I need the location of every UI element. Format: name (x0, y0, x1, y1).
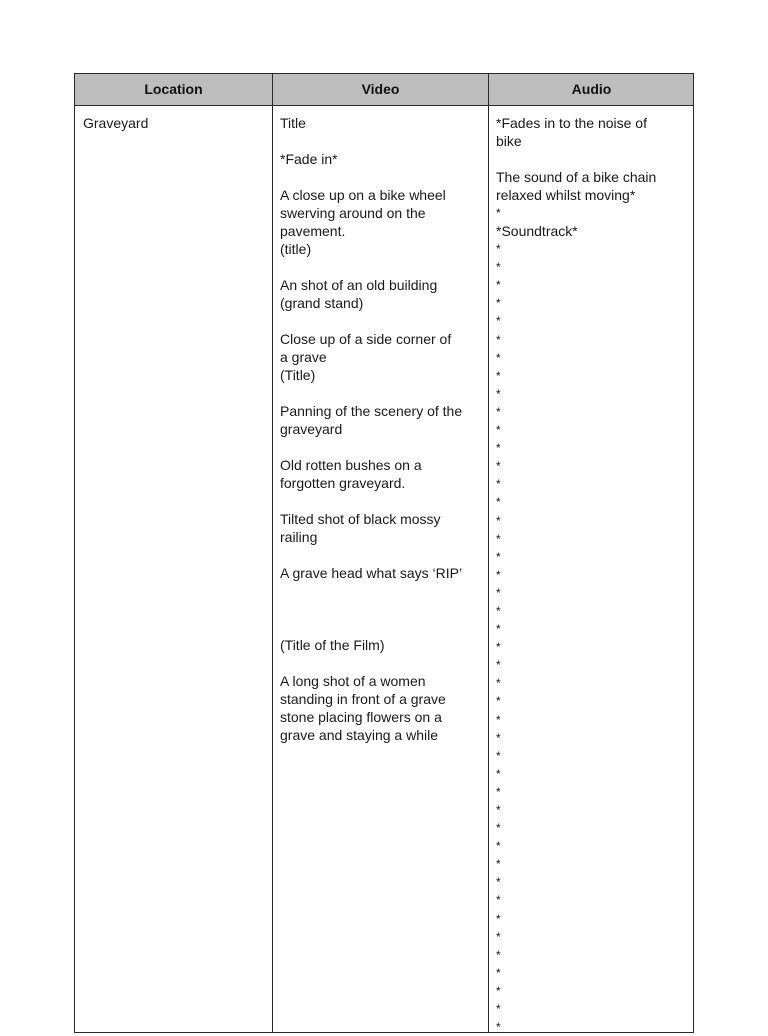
audio-star: * (496, 549, 501, 564)
audio-star: * (496, 983, 501, 998)
location-cell (75, 106, 272, 1032)
audio-header: Audio (571, 81, 612, 97)
audio-star: * (496, 495, 501, 510)
location-text: Graveyard (83, 115, 149, 131)
audio-cell (489, 106, 694, 1035)
video-item: *Fade in* (280, 151, 338, 167)
audio-star: * (496, 640, 501, 655)
audio-star: * (496, 585, 501, 600)
audio-star: * (496, 423, 501, 438)
audio-item: *Soundtrack* (496, 223, 578, 240)
audio-star: * (496, 513, 501, 528)
audio-star: * (496, 567, 501, 582)
audio-star: * (496, 748, 501, 763)
audio-star: * (496, 947, 501, 962)
audio-star: * (496, 929, 501, 944)
audio-star: * (496, 314, 501, 329)
audio-star: * (496, 386, 501, 401)
video-item: (Title of the Film) (280, 637, 385, 653)
audio-star: * (496, 911, 501, 926)
video-cell (272, 106, 489, 1032)
audio-star: * (496, 857, 501, 872)
audio-star: * (496, 766, 501, 781)
audio-star: * (496, 350, 501, 365)
audio-item: *Fades in to the noise of bike (496, 115, 647, 149)
video-item: An shot of an old building (grand stand) (280, 277, 438, 311)
video-item: Close up of a side corner of a grave (Title) (280, 331, 452, 383)
video-item: Panning of the scenery of the graveyard (280, 403, 463, 437)
audio-star: * (496, 477, 501, 492)
audio-star: * (496, 260, 501, 275)
audio-star: * (496, 441, 501, 456)
audio-star: * (496, 1020, 501, 1035)
audio-star: * (496, 531, 501, 546)
video-item: A close up on a bike wheel swerving around on the pavement. (title) (280, 187, 446, 257)
audio-star: * (496, 803, 501, 817)
audio-item: The sound of a bike chain relaxed whilst moving* (496, 169, 657, 203)
audio-star: * (496, 784, 501, 799)
audio-star: * (496, 694, 501, 709)
video-item: Old rotten bushes on a forgotten graveyard. (280, 457, 422, 491)
audio-star: * (496, 821, 501, 836)
audio-star: * (496, 712, 501, 727)
audio-star: * (496, 676, 501, 691)
audio-star: * (496, 332, 501, 347)
audio-star: * (496, 893, 501, 908)
audio-star: * (496, 730, 501, 745)
video-item: A grave head what says ‘RIP’ (280, 565, 463, 581)
audio-star: * (496, 278, 501, 293)
audio-star: * (496, 459, 501, 474)
script-table (74, 73, 694, 1033)
video-item: Tilted shot of black mossy railing (280, 511, 441, 545)
location-header: Location (144, 81, 203, 97)
audio-star: * (496, 965, 501, 980)
audio-star: * (496, 296, 501, 311)
audio-star: * (496, 839, 501, 854)
video-header: Video (361, 81, 400, 97)
table-header-row (75, 74, 693, 106)
audio-star: * (496, 368, 501, 383)
audio-star: * (496, 242, 501, 257)
audio-star: * (496, 875, 501, 890)
audio-star: * (496, 1002, 501, 1017)
audio-star-list (496, 240, 686, 1036)
audio-star: * (496, 603, 501, 618)
audio-star: * (496, 206, 501, 220)
video-item: Title (280, 115, 306, 131)
audio-star: * (496, 404, 501, 419)
audio-star: * (496, 622, 501, 637)
audio-star: * (496, 658, 501, 673)
video-item: A long shot of a women standing in front of a grave stone placing flowers on a grave and staying a while (280, 673, 446, 743)
